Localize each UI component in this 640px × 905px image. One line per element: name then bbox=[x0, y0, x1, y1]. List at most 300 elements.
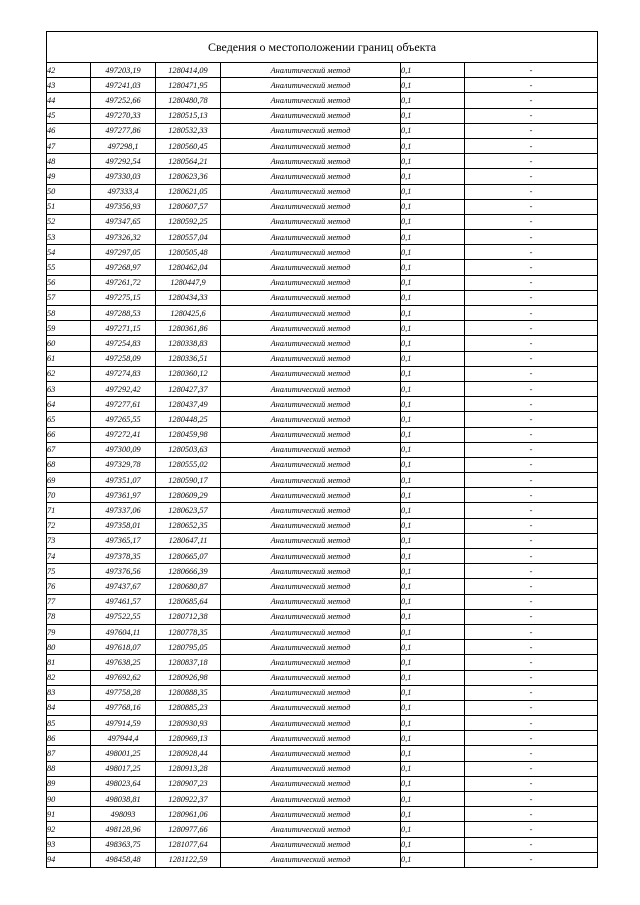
cell-method: Аналитический метод bbox=[221, 564, 401, 579]
cell-method: Аналитический метод bbox=[221, 579, 401, 594]
cell-accuracy: 0,1 bbox=[401, 108, 465, 123]
cell-method: Аналитический метод bbox=[221, 290, 401, 305]
cell-description: - bbox=[465, 78, 598, 93]
cell-description: - bbox=[465, 564, 598, 579]
cell-coord-y: 1280448,25 bbox=[156, 412, 221, 427]
cell-coord-y: 1280361,86 bbox=[156, 321, 221, 336]
table-row bbox=[47, 381, 598, 396]
table-row bbox=[47, 776, 598, 791]
cell-accuracy: 0,1 bbox=[401, 123, 465, 138]
cell-accuracy: 0,1 bbox=[401, 670, 465, 685]
table-row bbox=[47, 640, 598, 655]
cell-coord-x: 498128,96 bbox=[91, 822, 156, 837]
cell-accuracy: 0,1 bbox=[401, 230, 465, 245]
cell-point-number: 89 bbox=[47, 776, 91, 791]
cell-method: Аналитический метод bbox=[221, 78, 401, 93]
cell-description: - bbox=[465, 321, 598, 336]
cell-accuracy: 0,1 bbox=[401, 63, 465, 78]
table-row bbox=[47, 78, 598, 93]
cell-description: - bbox=[465, 640, 598, 655]
cell-coord-y: 1280592,25 bbox=[156, 214, 221, 229]
table-row bbox=[47, 184, 598, 199]
table-row bbox=[47, 63, 598, 78]
cell-description: - bbox=[465, 427, 598, 442]
table-row bbox=[47, 260, 598, 275]
cell-accuracy: 0,1 bbox=[401, 624, 465, 639]
cell-method: Аналитический метод bbox=[221, 442, 401, 457]
cell-coord-y: 1280360,12 bbox=[156, 366, 221, 381]
cell-accuracy: 0,1 bbox=[401, 245, 465, 260]
cell-accuracy: 0,1 bbox=[401, 579, 465, 594]
cell-description: - bbox=[465, 93, 598, 108]
cell-coord-y: 1280926,98 bbox=[156, 670, 221, 685]
table-row bbox=[47, 321, 598, 336]
cell-accuracy: 0,1 bbox=[401, 700, 465, 715]
cell-coord-y: 1280590,17 bbox=[156, 473, 221, 488]
table-row bbox=[47, 822, 598, 837]
cell-method: Аналитический метод bbox=[221, 670, 401, 685]
cell-description: - bbox=[465, 624, 598, 639]
cell-coord-y: 1280666,39 bbox=[156, 564, 221, 579]
cell-coord-y: 1280652,35 bbox=[156, 518, 221, 533]
cell-method: Аналитический метод bbox=[221, 457, 401, 472]
cell-coord-y: 1280885,23 bbox=[156, 700, 221, 715]
cell-description: - bbox=[465, 518, 598, 533]
cell-description: - bbox=[465, 381, 598, 396]
cell-point-number: 75 bbox=[47, 564, 91, 579]
cell-coord-y: 1280459,98 bbox=[156, 427, 221, 442]
table-row bbox=[47, 518, 598, 533]
cell-coord-y: 1281122,59 bbox=[156, 852, 221, 867]
table-row bbox=[47, 852, 598, 867]
cell-description: - bbox=[465, 776, 598, 791]
cell-point-number: 77 bbox=[47, 594, 91, 609]
cell-description: - bbox=[465, 792, 598, 807]
cell-accuracy: 0,1 bbox=[401, 154, 465, 169]
cell-coord-x: 497437,67 bbox=[91, 579, 156, 594]
cell-accuracy: 0,1 bbox=[401, 807, 465, 822]
cell-point-number: 79 bbox=[47, 624, 91, 639]
cell-point-number: 92 bbox=[47, 822, 91, 837]
cell-accuracy: 0,1 bbox=[401, 78, 465, 93]
cell-method: Аналитический метод bbox=[221, 533, 401, 548]
cell-coord-y: 1280665,07 bbox=[156, 549, 221, 564]
cell-description: - bbox=[465, 609, 598, 624]
cell-point-number: 48 bbox=[47, 154, 91, 169]
cell-description: - bbox=[465, 230, 598, 245]
cell-point-number: 66 bbox=[47, 427, 91, 442]
cell-coord-x: 497378,35 bbox=[91, 549, 156, 564]
table-row bbox=[47, 351, 598, 366]
table-row bbox=[47, 473, 598, 488]
cell-coord-x: 497361,97 bbox=[91, 488, 156, 503]
cell-coord-y: 1280414,09 bbox=[156, 63, 221, 78]
cell-coord-x: 497351,07 bbox=[91, 473, 156, 488]
cell-description: - bbox=[465, 336, 598, 351]
cell-point-number: 87 bbox=[47, 746, 91, 761]
table-row bbox=[47, 169, 598, 184]
table-row bbox=[47, 442, 598, 457]
table-row bbox=[47, 579, 598, 594]
cell-description: - bbox=[465, 549, 598, 564]
cell-coord-x: 497461,57 bbox=[91, 594, 156, 609]
cell-point-number: 70 bbox=[47, 488, 91, 503]
cell-coord-x: 497277,61 bbox=[91, 397, 156, 412]
cell-accuracy: 0,1 bbox=[401, 336, 465, 351]
cell-coord-y: 1280685,64 bbox=[156, 594, 221, 609]
cell-point-number: 45 bbox=[47, 108, 91, 123]
cell-method: Аналитический метод bbox=[221, 260, 401, 275]
cell-coord-y: 1280623,36 bbox=[156, 169, 221, 184]
cell-coord-y: 1281077,64 bbox=[156, 837, 221, 852]
table-row bbox=[47, 685, 598, 700]
cell-point-number: 51 bbox=[47, 199, 91, 214]
cell-accuracy: 0,1 bbox=[401, 761, 465, 776]
table-row bbox=[47, 366, 598, 381]
cell-accuracy: 0,1 bbox=[401, 442, 465, 457]
cell-point-number: 90 bbox=[47, 792, 91, 807]
cell-coord-y: 1280928,44 bbox=[156, 746, 221, 761]
cell-description: - bbox=[465, 852, 598, 867]
cell-accuracy: 0,1 bbox=[401, 138, 465, 153]
cell-accuracy: 0,1 bbox=[401, 214, 465, 229]
cell-accuracy: 0,1 bbox=[401, 306, 465, 321]
cell-point-number: 85 bbox=[47, 716, 91, 731]
cell-coord-x: 497330,03 bbox=[91, 169, 156, 184]
cell-coord-x: 497272,41 bbox=[91, 427, 156, 442]
cell-point-number: 57 bbox=[47, 290, 91, 305]
cell-method: Аналитический метод bbox=[221, 549, 401, 564]
cell-point-number: 72 bbox=[47, 518, 91, 533]
cell-coord-x: 497356,93 bbox=[91, 199, 156, 214]
cell-coord-x: 497254,83 bbox=[91, 336, 156, 351]
cell-point-number: 69 bbox=[47, 473, 91, 488]
table-title: Сведения о местоположении границ объекта bbox=[47, 32, 598, 63]
cell-point-number: 80 bbox=[47, 640, 91, 655]
cell-description: - bbox=[465, 245, 598, 260]
cell-coord-x: 497638,25 bbox=[91, 655, 156, 670]
cell-method: Аналитический метод bbox=[221, 169, 401, 184]
cell-accuracy: 0,1 bbox=[401, 260, 465, 275]
cell-method: Аналитический метод bbox=[221, 138, 401, 153]
cell-accuracy: 0,1 bbox=[401, 609, 465, 624]
cell-description: - bbox=[465, 746, 598, 761]
table-row bbox=[47, 837, 598, 852]
cell-method: Аналитический метод bbox=[221, 108, 401, 123]
cell-accuracy: 0,1 bbox=[401, 488, 465, 503]
cell-method: Аналитический метод bbox=[221, 685, 401, 700]
cell-description: - bbox=[465, 457, 598, 472]
cell-method: Аналитический метод bbox=[221, 488, 401, 503]
cell-description: - bbox=[465, 63, 598, 78]
cell-description: - bbox=[465, 579, 598, 594]
cell-method: Аналитический метод bbox=[221, 275, 401, 290]
cell-coord-y: 1280795,05 bbox=[156, 640, 221, 655]
cell-method: Аналитический метод bbox=[221, 700, 401, 715]
cell-accuracy: 0,1 bbox=[401, 397, 465, 412]
cell-point-number: 49 bbox=[47, 169, 91, 184]
cell-point-number: 94 bbox=[47, 852, 91, 867]
cell-point-number: 62 bbox=[47, 366, 91, 381]
cell-point-number: 63 bbox=[47, 381, 91, 396]
cell-description: - bbox=[465, 822, 598, 837]
cell-point-number: 54 bbox=[47, 245, 91, 260]
cell-method: Аналитический метод bbox=[221, 245, 401, 260]
cell-description: - bbox=[465, 397, 598, 412]
cell-accuracy: 0,1 bbox=[401, 169, 465, 184]
cell-coord-y: 1280336,51 bbox=[156, 351, 221, 366]
cell-point-number: 78 bbox=[47, 609, 91, 624]
cell-method: Аналитический метод bbox=[221, 594, 401, 609]
cell-coord-x: 497329,78 bbox=[91, 457, 156, 472]
table-row bbox=[47, 716, 598, 731]
cell-accuracy: 0,1 bbox=[401, 776, 465, 791]
cell-accuracy: 0,1 bbox=[401, 457, 465, 472]
cell-accuracy: 0,1 bbox=[401, 792, 465, 807]
cell-point-number: 73 bbox=[47, 533, 91, 548]
cell-description: - bbox=[465, 108, 598, 123]
cell-coord-y: 1280961,06 bbox=[156, 807, 221, 822]
table-row bbox=[47, 488, 598, 503]
cell-method: Аналитический метод bbox=[221, 214, 401, 229]
cell-coord-x: 498017,25 bbox=[91, 761, 156, 776]
cell-accuracy: 0,1 bbox=[401, 822, 465, 837]
cell-point-number: 52 bbox=[47, 214, 91, 229]
cell-point-number: 65 bbox=[47, 412, 91, 427]
cell-coord-y: 1280557,04 bbox=[156, 230, 221, 245]
cell-coord-x: 498023,64 bbox=[91, 776, 156, 791]
cell-coord-x: 498093 bbox=[91, 807, 156, 822]
cell-method: Аналитический метод bbox=[221, 397, 401, 412]
cell-coord-x: 497358,01 bbox=[91, 518, 156, 533]
cell-coord-x: 497376,56 bbox=[91, 564, 156, 579]
cell-coord-y: 1280480,78 bbox=[156, 93, 221, 108]
cell-coord-x: 497758,28 bbox=[91, 685, 156, 700]
table-row bbox=[47, 670, 598, 685]
cell-description: - bbox=[465, 655, 598, 670]
cell-coord-y: 1280977,66 bbox=[156, 822, 221, 837]
cell-point-number: 50 bbox=[47, 184, 91, 199]
table-row bbox=[47, 412, 598, 427]
cell-coord-y: 1280434,33 bbox=[156, 290, 221, 305]
cell-coord-x: 497522,55 bbox=[91, 609, 156, 624]
table-row bbox=[47, 245, 598, 260]
table-row bbox=[47, 427, 598, 442]
cell-accuracy: 0,1 bbox=[401, 716, 465, 731]
cell-point-number: 81 bbox=[47, 655, 91, 670]
cell-accuracy: 0,1 bbox=[401, 655, 465, 670]
cell-coord-x: 497258,09 bbox=[91, 351, 156, 366]
cell-description: - bbox=[465, 503, 598, 518]
cell-description: - bbox=[465, 761, 598, 776]
cell-accuracy: 0,1 bbox=[401, 731, 465, 746]
cell-method: Аналитический метод bbox=[221, 427, 401, 442]
cell-description: - bbox=[465, 366, 598, 381]
cell-description: - bbox=[465, 275, 598, 290]
cell-method: Аналитический метод bbox=[221, 518, 401, 533]
cell-coord-x: 497768,16 bbox=[91, 700, 156, 715]
cell-point-number: 42 bbox=[47, 63, 91, 78]
cell-coord-x: 497944,4 bbox=[91, 731, 156, 746]
cell-method: Аналитический метод bbox=[221, 199, 401, 214]
cell-description: - bbox=[465, 442, 598, 457]
cell-coord-x: 497288,53 bbox=[91, 306, 156, 321]
cell-description: - bbox=[465, 716, 598, 731]
table-row bbox=[47, 214, 598, 229]
cell-coord-x: 497300,09 bbox=[91, 442, 156, 457]
cell-description: - bbox=[465, 184, 598, 199]
cell-coord-x: 497333,4 bbox=[91, 184, 156, 199]
cell-method: Аналитический метод bbox=[221, 154, 401, 169]
cell-description: - bbox=[465, 351, 598, 366]
table-row bbox=[47, 564, 598, 579]
cell-coord-x: 497292,54 bbox=[91, 154, 156, 169]
table-row bbox=[47, 93, 598, 108]
cell-accuracy: 0,1 bbox=[401, 93, 465, 108]
cell-point-number: 84 bbox=[47, 700, 91, 715]
cell-description: - bbox=[465, 837, 598, 852]
cell-coord-y: 1280532,33 bbox=[156, 123, 221, 138]
table-row bbox=[47, 655, 598, 670]
cell-method: Аналитический метод bbox=[221, 746, 401, 761]
cell-coord-y: 1280712,38 bbox=[156, 609, 221, 624]
cell-coord-y: 1280515,13 bbox=[156, 108, 221, 123]
cell-coord-x: 498001,25 bbox=[91, 746, 156, 761]
cell-description: - bbox=[465, 488, 598, 503]
table-row bbox=[47, 503, 598, 518]
cell-description: - bbox=[465, 533, 598, 548]
cell-description: - bbox=[465, 670, 598, 685]
cell-description: - bbox=[465, 169, 598, 184]
cell-accuracy: 0,1 bbox=[401, 685, 465, 700]
cell-method: Аналитический метод bbox=[221, 609, 401, 624]
cell-coord-y: 1280471,95 bbox=[156, 78, 221, 93]
cell-method: Аналитический метод bbox=[221, 321, 401, 336]
cell-coord-x: 497241,03 bbox=[91, 78, 156, 93]
cell-coord-x: 497618,07 bbox=[91, 640, 156, 655]
cell-method: Аналитический метод bbox=[221, 123, 401, 138]
cell-method: Аналитический метод bbox=[221, 306, 401, 321]
cell-method: Аналитический метод bbox=[221, 503, 401, 518]
cell-description: - bbox=[465, 138, 598, 153]
cell-accuracy: 0,1 bbox=[401, 275, 465, 290]
table-row bbox=[47, 154, 598, 169]
cell-coord-y: 1280607,57 bbox=[156, 199, 221, 214]
cell-coord-x: 497268,97 bbox=[91, 260, 156, 275]
cell-point-number: 43 bbox=[47, 78, 91, 93]
cell-accuracy: 0,1 bbox=[401, 366, 465, 381]
cell-method: Аналитический метод bbox=[221, 761, 401, 776]
cell-coord-y: 1280680,87 bbox=[156, 579, 221, 594]
cell-point-number: 55 bbox=[47, 260, 91, 275]
cell-accuracy: 0,1 bbox=[401, 564, 465, 579]
cell-description: - bbox=[465, 731, 598, 746]
cell-coord-y: 1280930,93 bbox=[156, 716, 221, 731]
table-row bbox=[47, 108, 598, 123]
cell-coord-y: 1280560,45 bbox=[156, 138, 221, 153]
cell-point-number: 53 bbox=[47, 230, 91, 245]
cell-point-number: 60 bbox=[47, 336, 91, 351]
cell-coord-x: 498458,48 bbox=[91, 852, 156, 867]
table-row bbox=[47, 230, 598, 245]
cell-coord-x: 497271,15 bbox=[91, 321, 156, 336]
cell-coord-y: 1280555,02 bbox=[156, 457, 221, 472]
cell-method: Аналитический метод bbox=[221, 336, 401, 351]
table-row bbox=[47, 275, 598, 290]
cell-coord-y: 1280913,28 bbox=[156, 761, 221, 776]
cell-method: Аналитический метод bbox=[221, 640, 401, 655]
cell-coord-y: 1280564,21 bbox=[156, 154, 221, 169]
cell-method: Аналитический метод bbox=[221, 655, 401, 670]
cell-method: Аналитический метод bbox=[221, 230, 401, 245]
cell-description: - bbox=[465, 260, 598, 275]
table-row bbox=[47, 306, 598, 321]
cell-accuracy: 0,1 bbox=[401, 184, 465, 199]
cell-coord-y: 1280505,48 bbox=[156, 245, 221, 260]
cell-coord-y: 1280621,05 bbox=[156, 184, 221, 199]
cell-point-number: 82 bbox=[47, 670, 91, 685]
cell-coord-y: 1280427,37 bbox=[156, 381, 221, 396]
cell-coord-y: 1280778,35 bbox=[156, 624, 221, 639]
cell-coord-x: 497604,11 bbox=[91, 624, 156, 639]
table-row bbox=[47, 746, 598, 761]
table-row bbox=[47, 792, 598, 807]
table-row bbox=[47, 731, 598, 746]
cell-coord-y: 1280462,04 bbox=[156, 260, 221, 275]
cell-coord-x: 497347,65 bbox=[91, 214, 156, 229]
cell-coord-x: 498038,81 bbox=[91, 792, 156, 807]
cell-accuracy: 0,1 bbox=[401, 427, 465, 442]
cell-description: - bbox=[465, 594, 598, 609]
table-row bbox=[47, 123, 598, 138]
cell-coord-y: 1280447,9 bbox=[156, 275, 221, 290]
cell-method: Аналитический метод bbox=[221, 852, 401, 867]
table-row bbox=[47, 457, 598, 472]
cell-coord-x: 497326,32 bbox=[91, 230, 156, 245]
cell-accuracy: 0,1 bbox=[401, 351, 465, 366]
cell-point-number: 58 bbox=[47, 306, 91, 321]
cell-coord-x: 497298,1 bbox=[91, 138, 156, 153]
table-row bbox=[47, 397, 598, 412]
table-row bbox=[47, 700, 598, 715]
cell-point-number: 59 bbox=[47, 321, 91, 336]
cell-point-number: 93 bbox=[47, 837, 91, 852]
cell-accuracy: 0,1 bbox=[401, 199, 465, 214]
cell-method: Аналитический метод bbox=[221, 822, 401, 837]
cell-accuracy: 0,1 bbox=[401, 518, 465, 533]
cell-method: Аналитический метод bbox=[221, 731, 401, 746]
document-page bbox=[46, 31, 597, 868]
table-row bbox=[47, 533, 598, 548]
cell-coord-y: 1280623,57 bbox=[156, 503, 221, 518]
cell-point-number: 88 bbox=[47, 761, 91, 776]
cell-description: - bbox=[465, 685, 598, 700]
table-row bbox=[47, 336, 598, 351]
cell-description: - bbox=[465, 412, 598, 427]
cell-coord-y: 1280922,37 bbox=[156, 792, 221, 807]
cell-coord-y: 1280647,11 bbox=[156, 533, 221, 548]
cell-point-number: 44 bbox=[47, 93, 91, 108]
table-row bbox=[47, 199, 598, 214]
cell-point-number: 76 bbox=[47, 579, 91, 594]
cell-point-number: 68 bbox=[47, 457, 91, 472]
cell-accuracy: 0,1 bbox=[401, 533, 465, 548]
cell-accuracy: 0,1 bbox=[401, 503, 465, 518]
cell-method: Аналитический метод bbox=[221, 776, 401, 791]
cell-accuracy: 0,1 bbox=[401, 290, 465, 305]
cell-method: Аналитический метод bbox=[221, 366, 401, 381]
cell-method: Аналитический метод bbox=[221, 837, 401, 852]
